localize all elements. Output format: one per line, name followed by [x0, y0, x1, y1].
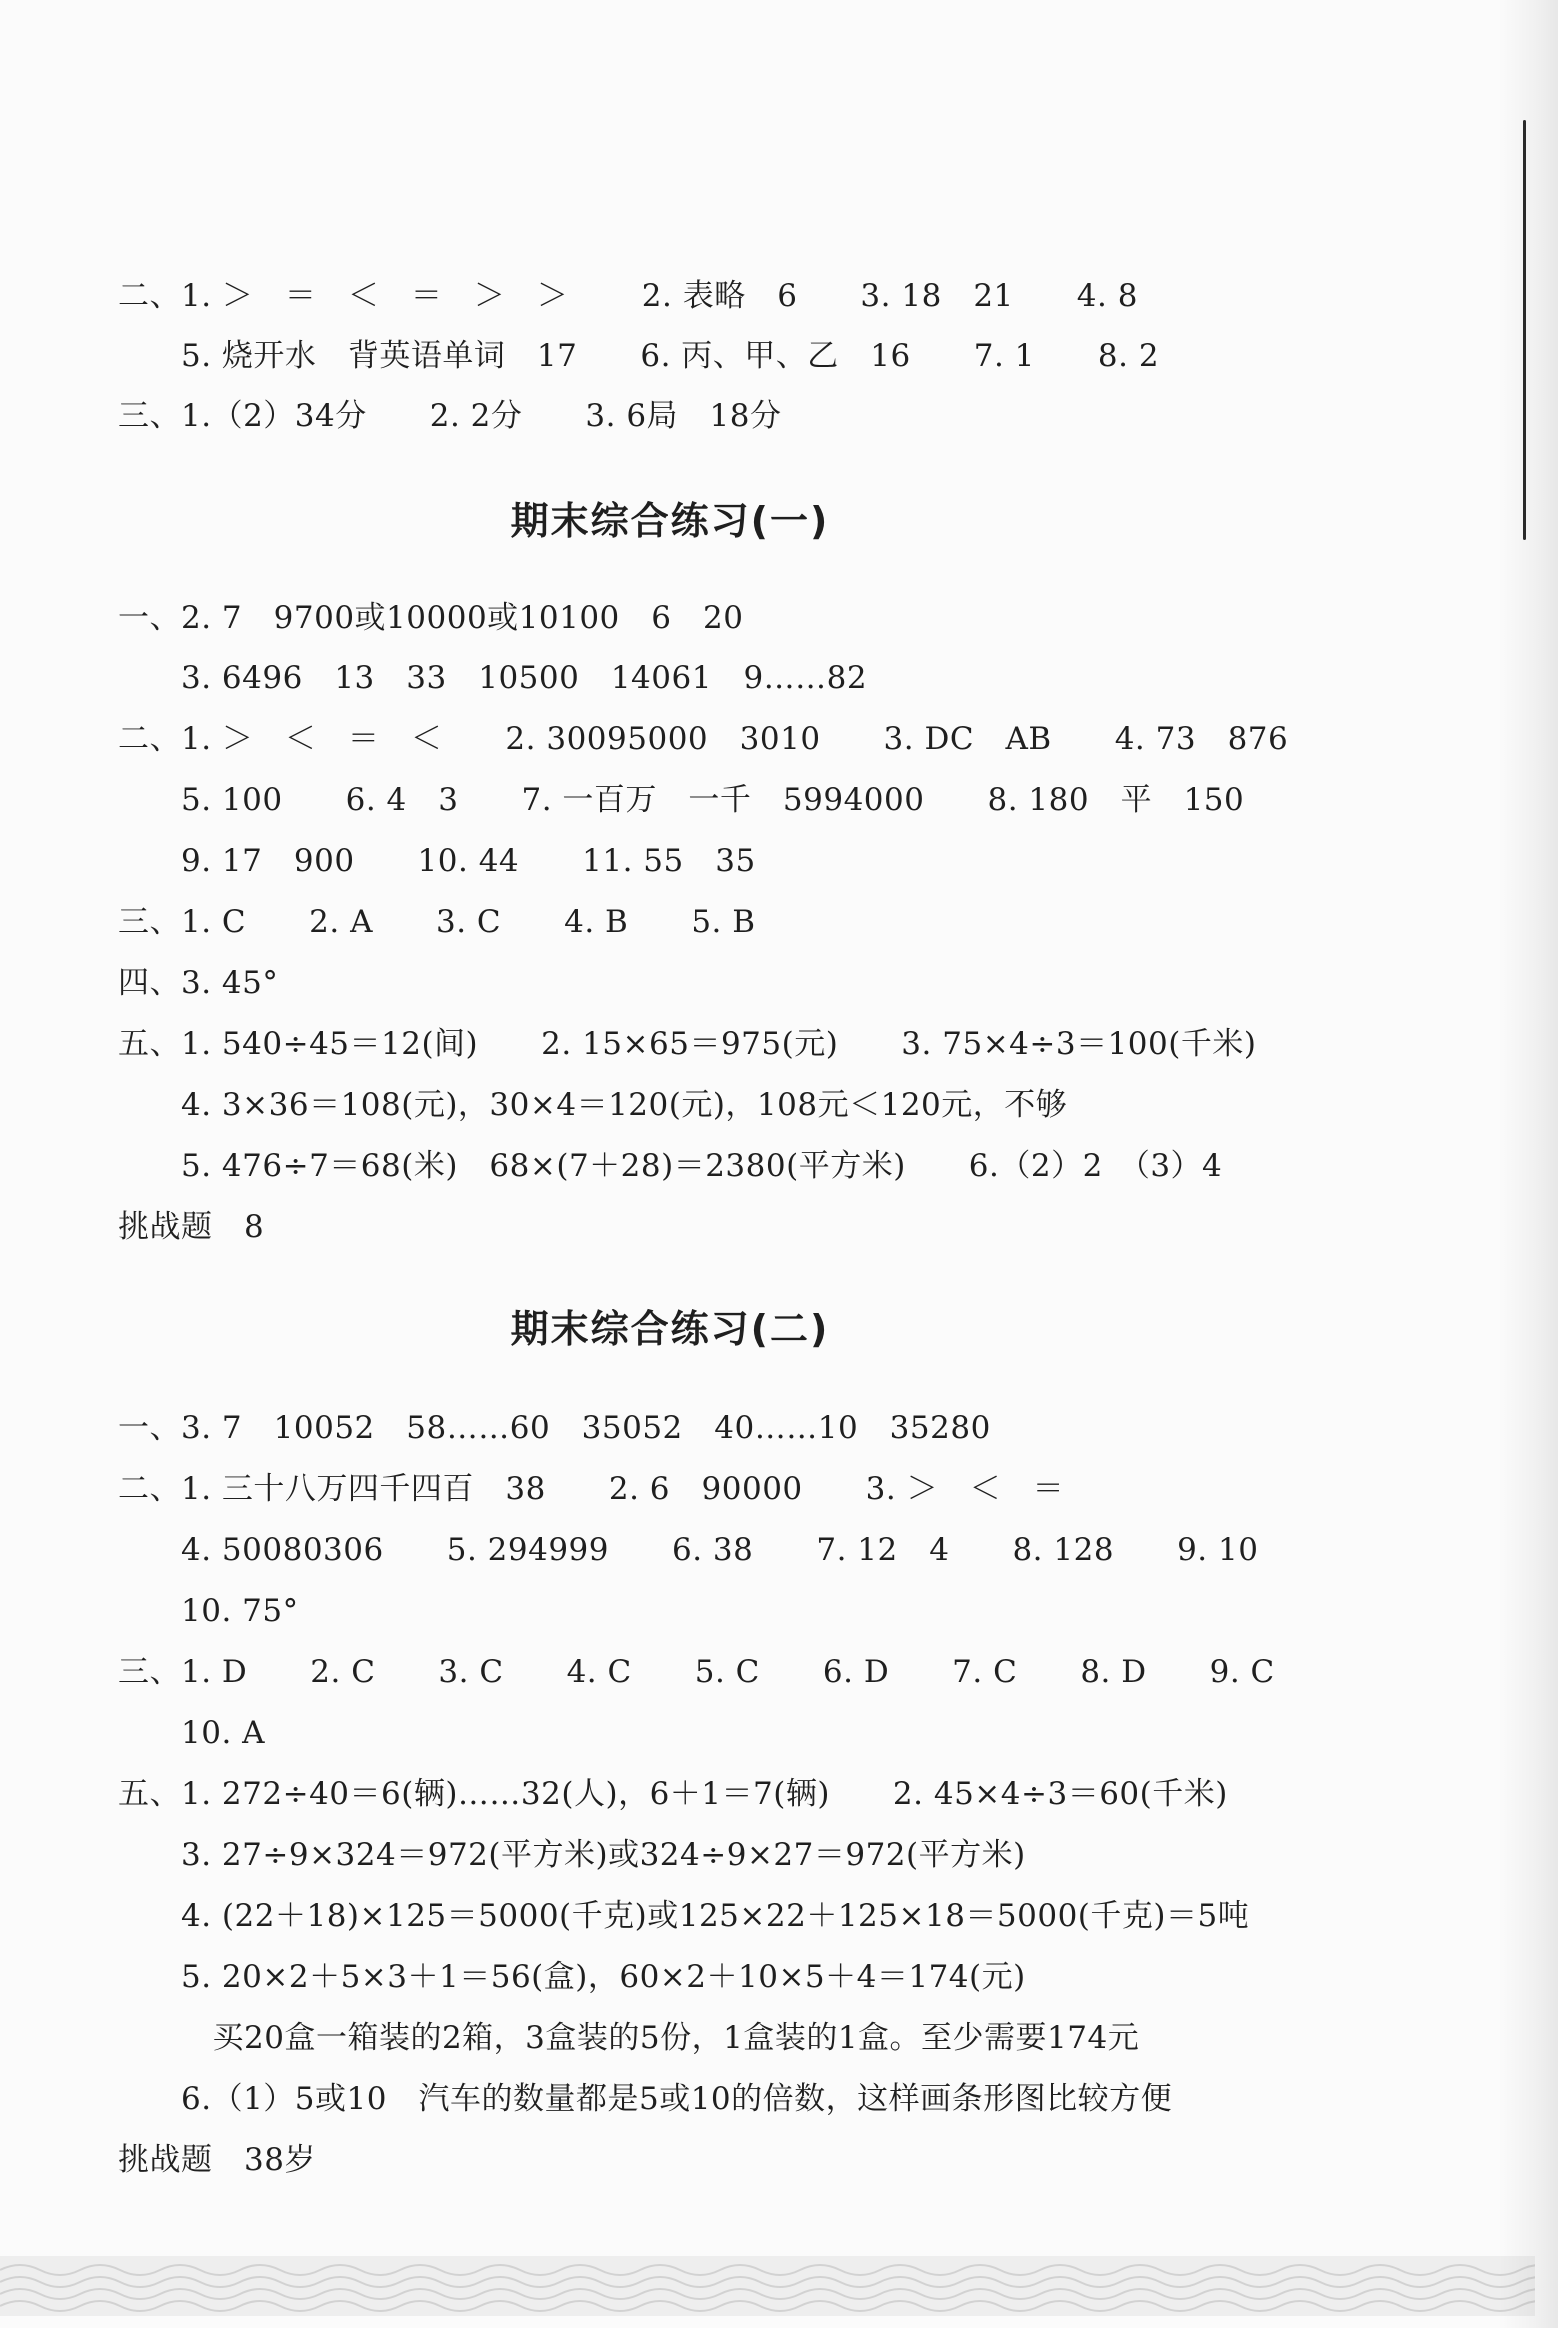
- answer-line: 5. 476÷7＝68(米) 68×(7＋28)＝2380(平方米) 6.（2）2 （3）4: [118, 1148, 1223, 1184]
- answer-line: 3. 6496 13 33 10500 14061 9……82: [118, 660, 868, 696]
- answer-line: 买20盒一箱装的2箱，3盒装的5份，1盒装的1盒。至少需要174元: [118, 2020, 1140, 2056]
- answer-line: 10. A: [118, 1715, 266, 1751]
- answer-line: 五、1. 540÷45＝12(间) 2. 15×65＝975(元) 3. 75×4÷3＝100(千米): [118, 1026, 1257, 1062]
- answer-line: 5. 烧开水 背英语单词 17 6. 丙、甲、乙 16 7. 1 8. 2: [118, 338, 1160, 374]
- answer-line: 二、1. ＞ ＝ ＜ ＝ ＞ ＞ 2. 表略 6 3. 18 21 4. 8: [118, 278, 1138, 314]
- answer-line: 三、1. C 2. A 3. C 4. B 5. B: [118, 904, 756, 940]
- section-title: 期末综合练习(二): [510, 1307, 830, 1351]
- answer-line: 5. 100 6. 4 3 7. 一百万 一千 5994000 8. 180 平 150: [118, 782, 1245, 818]
- answer-line: 五、1. 272÷40＝6(辆)……32(人)，6＋1＝7(辆) 2. 45×4÷3＝60(千米): [118, 1776, 1228, 1812]
- answer-line: 挑战题 38岁: [118, 2142, 316, 2178]
- answer-line: 4. 50080306 5. 294999 6. 38 7. 12 4 8. 128 9. 10: [118, 1532, 1259, 1568]
- answer-line: 一、2. 7 9700或10000或10100 6 20: [118, 600, 744, 636]
- answer-line: 三、1.（2）34分 2. 2分 3. 6局 18分: [118, 398, 782, 434]
- answer-line: 4. 3×36＝108(元)，30×4＝120(元)，108元＜120元，不够: [118, 1087, 1068, 1123]
- answer-line: 6.（1）5或10 汽车的数量都是5或10的倍数，这样画条形图比较方便: [118, 2081, 1173, 2117]
- section-title: 期末综合练习(一): [510, 499, 830, 543]
- answer-line: 4. (22＋18)×125＝5000(千克)或125×22＋125×18＝5000(千克)＝5吨: [118, 1898, 1250, 1934]
- answer-line: 9. 17 900 10. 44 11. 55 35: [118, 843, 756, 879]
- answer-line: 一、3. 7 10052 58……60 35052 40……10 35280: [118, 1410, 991, 1446]
- answer-line: 3. 27÷9×324＝972(平方米)或324÷9×27＝972(平方米): [118, 1837, 1026, 1873]
- answer-line: 三、1. D 2. C 3. C 4. C 5. C 6. D 7. C 8. D 9. C: [118, 1654, 1275, 1690]
- page-edge-shadow: [1498, 0, 1558, 2328]
- wave-footer-decoration: [0, 2256, 1535, 2316]
- answer-line: 二、1. ＞ ＜ ＝ ＜ 2. 30095000 3010 3. DC AB 4. 73 876: [118, 721, 1289, 757]
- answer-line: 5. 20×2＋5×3＋1＝56(盒)，60×2＋10×5＋4＝174(元): [118, 1959, 1026, 1995]
- answer-line: 10. 75°: [118, 1593, 299, 1629]
- answer-line: 挑战题 8: [118, 1209, 265, 1245]
- answer-line: 四、3. 45°: [118, 965, 279, 1001]
- binding-edge-mark: [1523, 120, 1526, 540]
- answer-line: 二、1. 三十八万四千四百 38 2. 6 90000 3. ＞ ＜ ＝: [118, 1471, 1065, 1507]
